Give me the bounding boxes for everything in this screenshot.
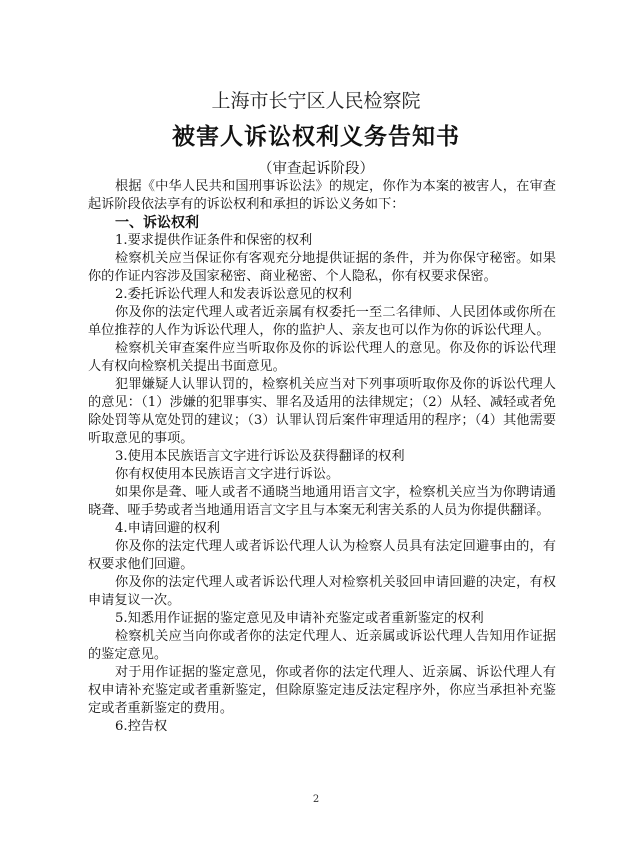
item-2-paragraph-2: 检察机关审查案件应当听取你及你的诉讼代理人的意见。你及你的诉讼代理人有权向检察机关提出书面意见。 <box>88 341 556 374</box>
item-3-paragraph-1: 你有权使用本民族语言文字进行诉讼。 <box>115 467 340 482</box>
item-heading-6: 6.控告权 <box>115 719 168 734</box>
item-heading-2: 2.委托诉讼代理人和发表诉讼意见的权利 <box>115 287 352 302</box>
intro-paragraph: 根据《中华人民共和国刑事诉讼法》的规定，你作为本案的被害人，在审查起诉阶段依法享有的诉讼权利和承担的诉讼义务如下： <box>88 179 556 212</box>
item-2-paragraph-3: 犯罪嫌疑人认罪认罚的，检察机关应当对下列事项听取你及你的诉讼代理人的意见：（1）涉嫌的犯罪事实、罪名及适用的法律规定；（2）从轻、减轻或者免除处罚等从宽处罚的建议；（3）认罪认罚后案件审理适用的程序；（4）其他需要听取意见的事项。 <box>88 377 556 446</box>
item-4-paragraph-2: 你及你的法定代理人或者诉讼代理人对检察机关驳回申请回避的决定，有权申请复议一次。 <box>88 575 556 608</box>
item-5-paragraph-2: 对于用作证据的鉴定意见，你或者你的法定代理人、近亲属、诉讼代理人有权申请补充鉴定或者重新鉴定，但除原鉴定违反法定程序外，你应当承担补充鉴定或者重新鉴定的费用。 <box>88 665 556 716</box>
item-heading-1: 1.要求提供作证条件和保密的权利 <box>115 233 313 248</box>
document-title: 被害人诉讼权利义务告知书 <box>172 123 460 150</box>
page-number: 2 <box>312 794 320 805</box>
item-1-paragraph-1: 检察机关应当保证你有客观充分地提供证据的条件，并为你保守秘密。如果你的作证内容涉及国家秘密、商业秘密、个人隐私，你有权要求保密。 <box>88 251 556 284</box>
item-5-paragraph-1: 检察机关应当向你或者你的法定代理人、近亲属或诉讼代理人告知用作证据的鉴定意见。 <box>88 629 556 662</box>
item-heading-4: 4.申请回避的权利 <box>115 521 220 536</box>
item-heading-3: 3.使用本民族语言文字进行诉讼及获得翻译的权利 <box>115 449 405 464</box>
document-body <box>88 178 556 736</box>
section-heading-rights: 一、诉讼权利 <box>115 215 199 231</box>
issuing-organization: 上海市长宁区人民检察院 <box>211 90 421 112</box>
item-2-paragraph-1: 你及你的法定代理人或者近亲属有权委托一至二名律师、人民团体或你所在单位推荐的人作为诉讼代理人，你的监护人、亲友也可以作为你的诉讼代理人。 <box>88 305 556 338</box>
item-heading-5: 5.知悉用作证据的鉴定意见及申请补充鉴定或者重新鉴定的权利 <box>115 611 484 626</box>
procedure-stage: （审查起诉阶段） <box>258 161 374 177</box>
item-3-paragraph-2: 如果你是聋、哑人或者不通晓当地通用语言文字，检察机关应当为你聘请通晓聋、哑手势或者当地通用语言文字且与本案无利害关系的人员为你提供翻译。 <box>88 485 556 518</box>
item-4-paragraph-1: 你及你的法定代理人或者诉讼代理人认为检察人员具有法定回避事由的，有权要求他们回避。 <box>88 539 556 572</box>
